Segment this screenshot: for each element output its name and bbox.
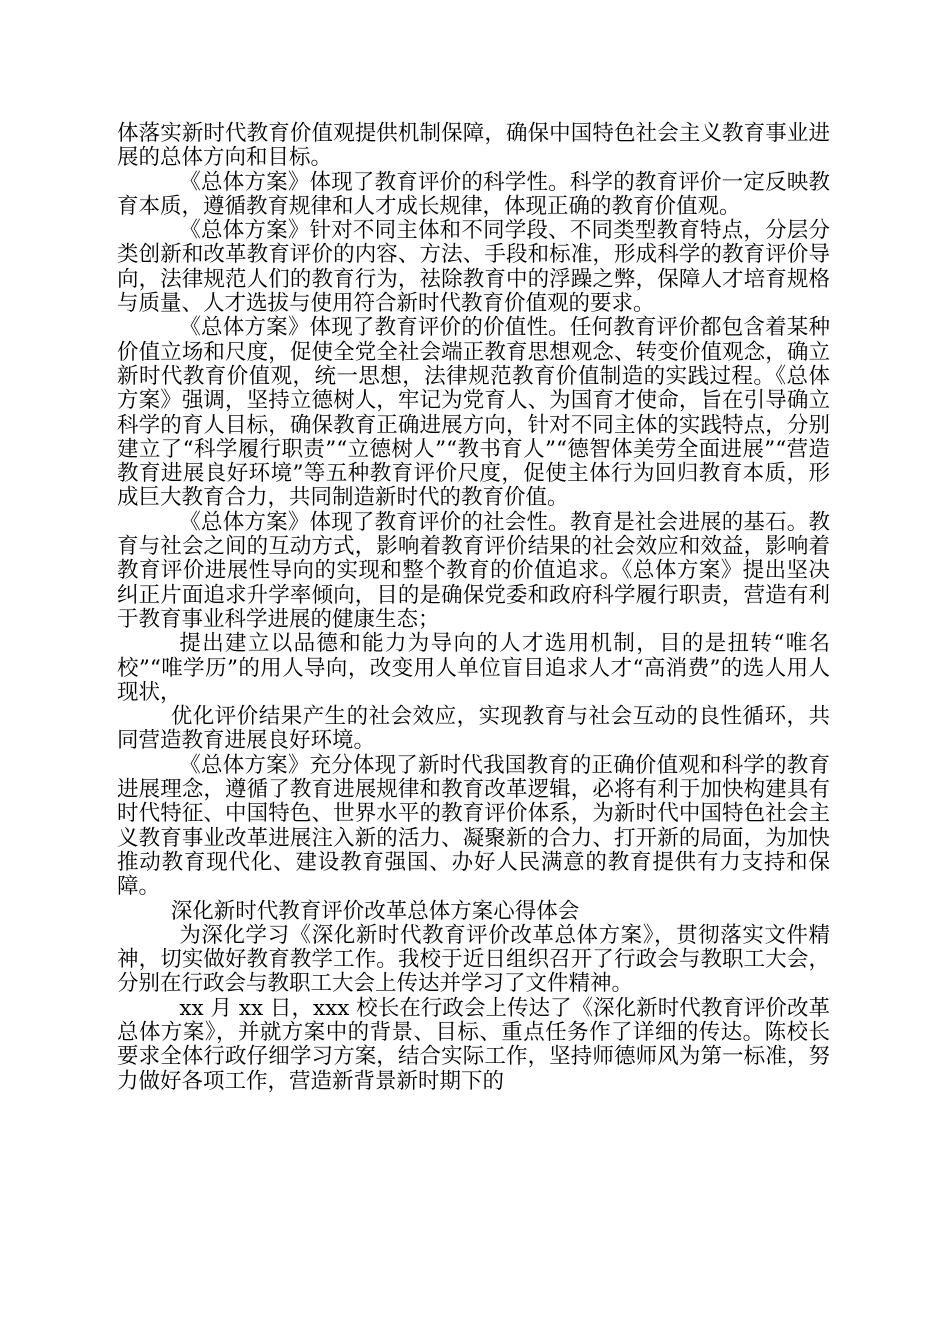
paragraph-optimize: 优化评价结果产生的社会效应，实现教育与社会互动的良性循环，共同营造教育进展良好环境。 <box>117 704 830 754</box>
paragraph-scientific: 《总体方案》体现了教育评价的科学性。科学的教育评价一定反映教育本质，遵循教育规律和人才成长规律，体现正确的教育价值观。 <box>117 169 830 219</box>
paragraph-talent: 提出建立以品德和能力为导向的人才选用机制，目的是扭转“唯名校”“唯学历”的用人导向，改变用人单位盲目追求人才“高消费”的选人用人现状， <box>117 631 830 705</box>
paragraph-value: 《总体方案》体现了教育评价的价值性。任何教育评价都包含着某种价值立场和尺度，促使全党全社会端正教育思想观念、转变价值观念，确立新时代教育价值观，统一思想，法律规范教育价值制造的实践过程。《总体方案》强调，坚持立德树人，牢记为党育人、为国育才使命，旨在引导确立科学的育人目标，确保教育正确进展方向，针对不同主体的实践特点，分别建立了“科学履行职责”“立德树人”“教书育人”“德智体美劳全面进展”“营造教育进展良好环境”等五种教育评价尺度，促使主体行为回归教育本质，形成巨大教育合力，共同制造新时代的教育价值。 <box>117 315 830 511</box>
section-heading: 深化新时代教育评价改革总体方案心得体会 <box>170 898 580 924</box>
paragraph-summary: 《总体方案》充分体现了新时代我国教育的正确价值观和科学的教育进展理念，遵循了教育进展规律和教育改革逻辑，必将有利于加快构建具有时代特征、中国特色、世界水平的教育评价体系，为新时代中国特色社会主义教育事业改革进展注入新的活力、凝聚新的合力、打开新的局面，为加快推动教育现代化、建设教育强国、办好人民满意的教育提供有力支持和保障。 <box>117 752 830 900</box>
document-body <box>117 122 830 1094</box>
paragraph-targeting: 《总体方案》针对不同主体和不同学段、不同类型教育特点，分层分类创新和改革教育评价的内容、方法、手段和标准，形成科学的教育评价导向，法律规范人们的教育行为，祛除教育中的浮躁之弊，保障人才培育规格与质量、人才选拔与使用符合新时代教育价值观的要求。 <box>117 218 830 317</box>
paragraph-social: 《总体方案》体现了教育评价的社会性。教育是社会进展的基石。教育与社会之间的互动方式，影响着教育评价结果的社会效应和效益，影响着教育评价进展性导向的实现和整个教育的价值追求。《总体方案》提出坚决纠正片面追求升学率倾向，目的是确保党委和政府科学履行职责，营造有利于教育事业科学进展的健康生态； <box>117 509 830 632</box>
paragraph-study: 为深化学习《深化新时代教育评价改革总体方案》，贯彻落实文件精神，切实做好教育教学工作。我校于近日组织召开了行政会与教职工大会，分别在行政会与教职工大会上传达并学习了文件精神。 <box>117 922 830 997</box>
paragraph-continuation: 体落实新时代教育价值观提供机制保障，确保中国特色社会主义教育事业进展的总体方向和目标。 <box>117 121 830 171</box>
paragraph-meeting: xx 月 xx 日，xxx 校长在行政会上传达了《深化新时代教育评价改革总体方案》，并就方案中的背景、目标、重点任务作了详细的传达。陈校长要求全体行政仔细学习方案，结合实际工作，坚持师德师风为第一标准，努力做好各项工作，营造新背景新时期下的 <box>117 995 830 1094</box>
